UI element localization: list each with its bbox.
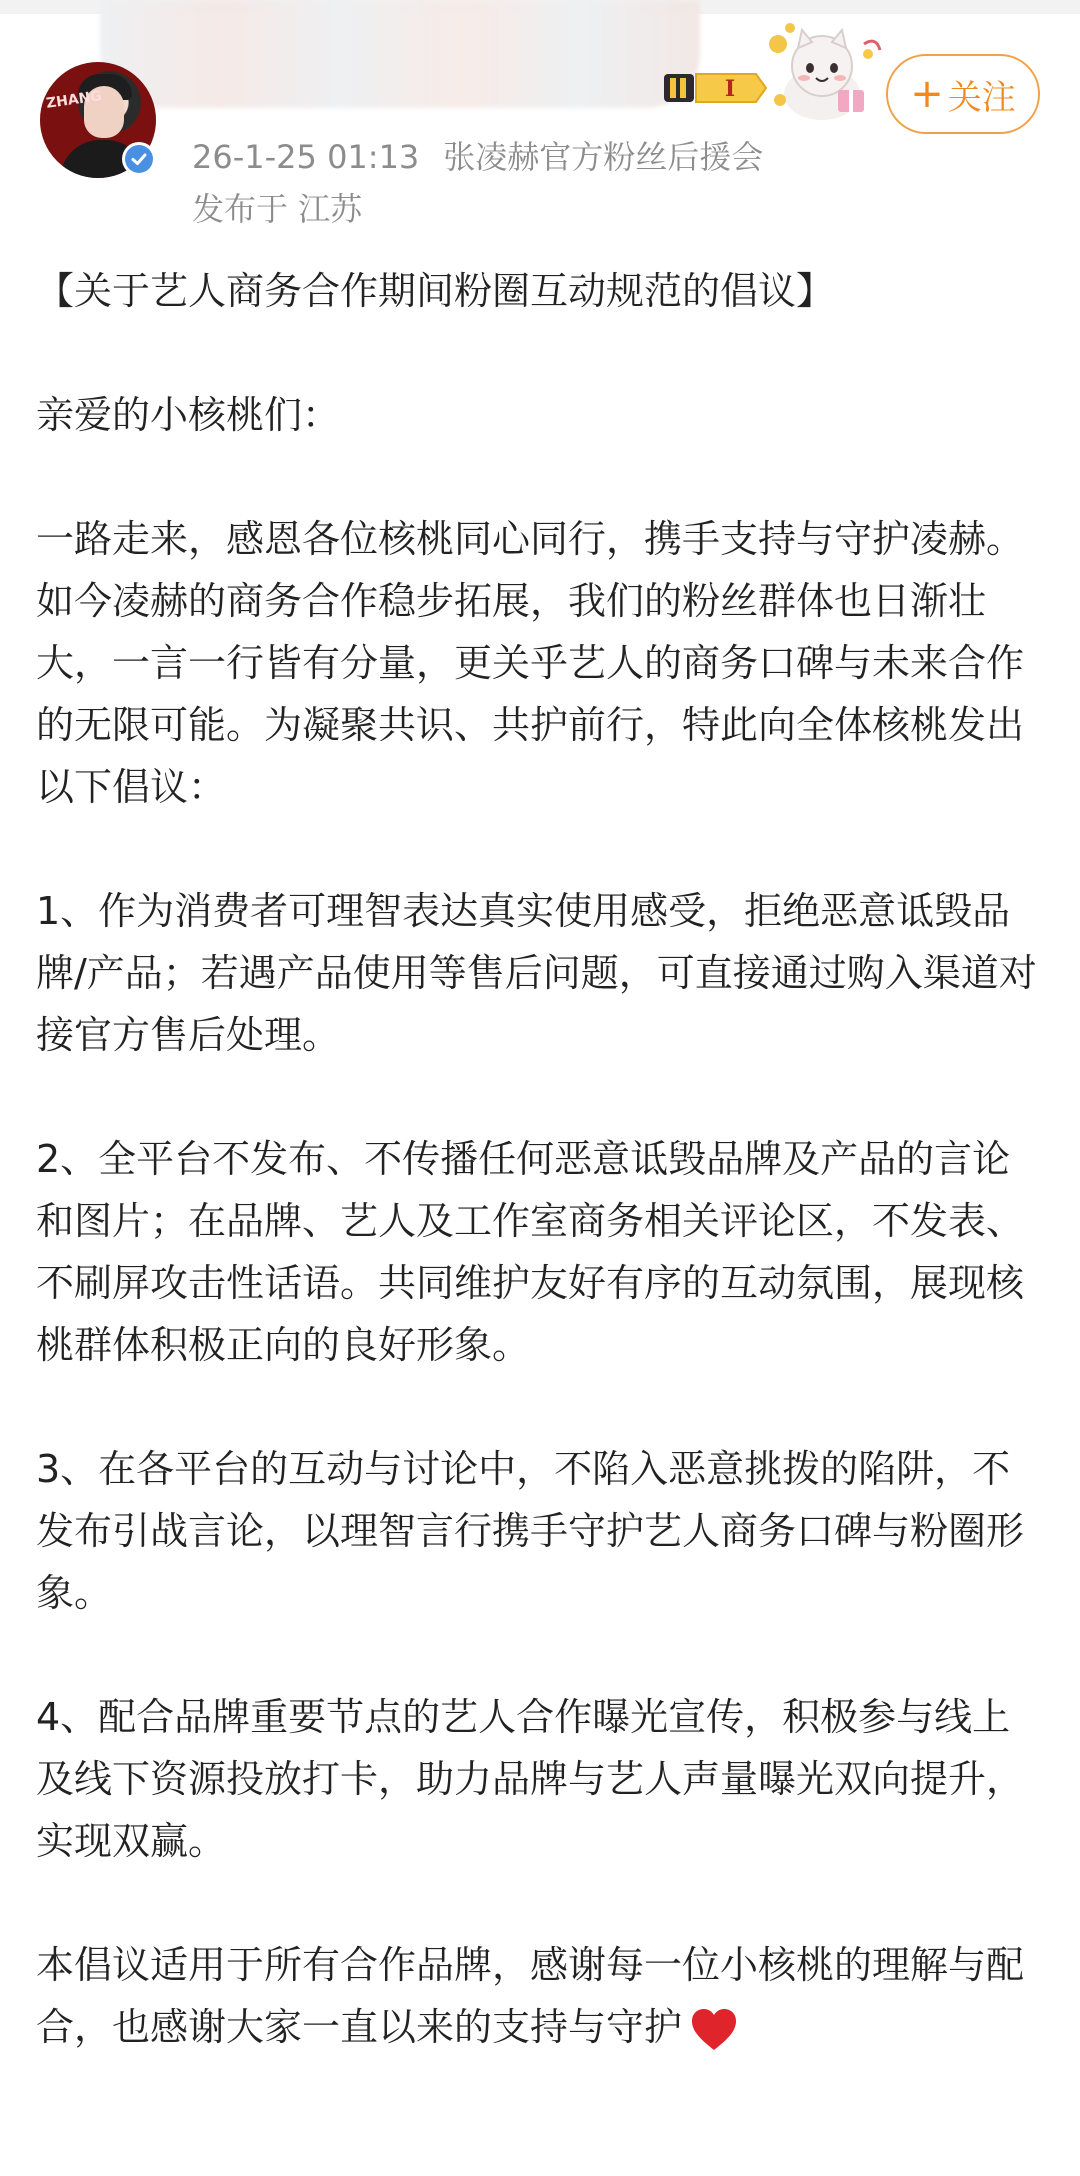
post-source[interactable]: 张凌赫官方粉丝后援会 [443, 138, 764, 176]
follow-label: 关注 [947, 77, 1016, 118]
bottom-fade [0, 2140, 1080, 2176]
blurred-username[interactable] [100, 0, 700, 108]
red-heart-icon [690, 2008, 738, 2052]
avatar[interactable] [40, 62, 156, 178]
post-closing-paragraph [36, 1934, 1048, 2058]
post-item-2: 2、全平台不发布、不传播任何恶意诋毁品牌及产品的言论和图片；在品牌、艺人及工作室商务相关评论区，不发表、不刷屏攻击性话语。共同维护友好有序的互动氛围，展现核桃群体积极正向的良好形象。 [36, 1137, 1025, 1367]
post-intro: 一路走来，感恩各位核桃同心同行，携手支持与守护凌赫。如今凌赫的商务合作稳步拓展，我们的粉丝群体也日渐壮大，一言一行皆有分量，更关乎艺人的商务口碑与未来合作的无限可能。为凝聚共识、共护前行，特此向全体核桃发出以下倡议： [36, 517, 1025, 809]
post-meta [192, 132, 763, 178]
post-body [36, 260, 1048, 2058]
post-location: 发布于 江苏 [192, 190, 363, 228]
post-timestamp: 26-1-25 01:13 [192, 138, 420, 176]
post-item-4: 4、配合品牌重要节点的艺人合作曝光宣传，积极参与线上及线下资源投放打卡，助力品牌与艺人声量曝光双向提升，实现双赢。 [36, 1695, 1025, 1863]
plus-icon: + [910, 71, 944, 117]
verified-check-icon [122, 142, 156, 176]
post-greeting: 亲爱的小核桃们： [36, 393, 341, 437]
post-closing: 本倡议适用于所有合作品牌，感谢每一位小核桃的理解与配合，也感谢大家一直以来的支持与守护 [36, 1943, 1025, 2049]
post-item-1: 1、作为消费者可理智表达真实使用感受，拒绝恶意诋毁品牌/产品；若遇产品使用等售后问题，可直接通过购入渠道对接官方售后处理。 [36, 889, 1037, 1057]
rank-badge-text: I [724, 76, 736, 102]
avatar-overlay-text: ZHANG [45, 88, 103, 112]
post-item-3: 3、在各平台的互动与讨论中，不陷入恶意挑拨的陷阱，不发布引战言论，以理智言行携手守护艺人商务口碑与粉圈形象。 [36, 1447, 1025, 1615]
follow-button[interactable] [886, 54, 1040, 134]
cat-mascot-icon [760, 14, 890, 124]
post-title: 【关于艺人商务合作期间粉圈互动规范的倡议】 [36, 269, 835, 313]
rank-badge-icon[interactable] [660, 68, 770, 108]
